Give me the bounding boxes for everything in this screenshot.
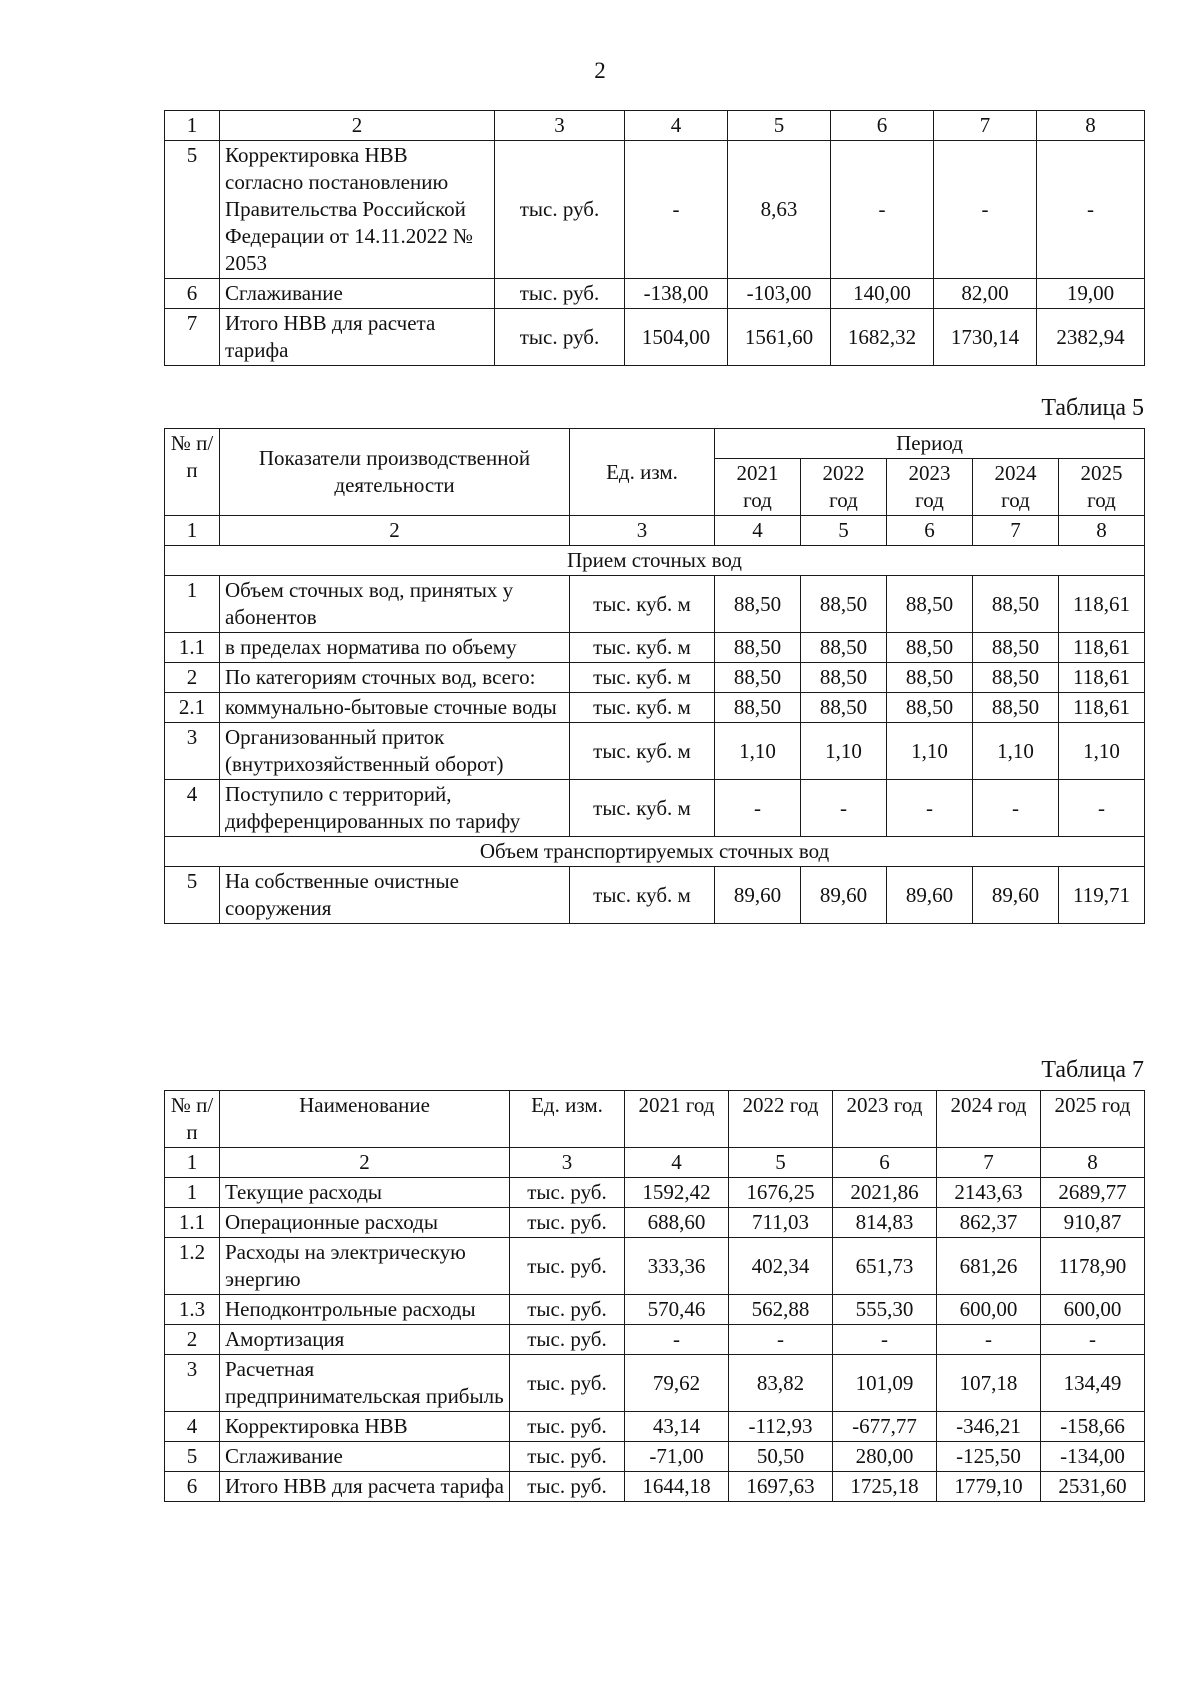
row-number: 5: [165, 141, 220, 279]
row-name: Организованный приток (внутрихозяйственный оборот): [220, 723, 570, 780]
row-number: 5: [165, 867, 220, 924]
value-col6: 1,10: [887, 723, 973, 780]
column-number: 2: [220, 111, 495, 141]
row-unit: тыс. руб.: [510, 1208, 625, 1238]
value-col4: 89,60: [715, 867, 801, 924]
row-name: Корректировка НВВ согласно постановлению Правительства Российской Федерации от 14.11.2022 № 2053: [220, 141, 495, 279]
column-number: 2: [220, 516, 570, 546]
value-col8: 118,61: [1059, 693, 1145, 723]
table5-year: 2022 год: [801, 459, 887, 516]
value-col4: -: [715, 780, 801, 837]
row-unit: тыс. куб. м: [570, 693, 715, 723]
header-unit: Ед. изм.: [510, 1091, 625, 1148]
row-name: Итого НВВ для расчета тарифа: [220, 309, 495, 366]
value-col6: -677,77: [833, 1412, 937, 1442]
value-col5: 50,50: [729, 1442, 833, 1472]
header-year: 2024 год: [937, 1091, 1041, 1148]
table7: [164, 1090, 1145, 1502]
column-number: 4: [625, 1148, 729, 1178]
value-col6: -: [833, 1325, 937, 1355]
column-number: 3: [510, 1148, 625, 1178]
value-col5: 1,10: [801, 723, 887, 780]
column-number: 5: [728, 111, 831, 141]
value-col7: 600,00: [937, 1295, 1041, 1325]
row-number: 2.1: [165, 693, 220, 723]
row-number: 1.2: [165, 1238, 220, 1295]
row-number: 1: [165, 576, 220, 633]
row-name: Расчетная предпринимательская прибыль: [220, 1355, 510, 1412]
value-col7: 1779,10: [937, 1472, 1041, 1502]
value-col7: 88,50: [973, 693, 1059, 723]
value-col7: 2143,63: [937, 1178, 1041, 1208]
table-row: [165, 279, 1145, 309]
value-col4: 79,62: [625, 1355, 729, 1412]
table-row: [165, 1355, 1145, 1412]
value-col5: 88,50: [801, 633, 887, 663]
value-col6: 88,50: [887, 576, 973, 633]
table-row: [165, 723, 1145, 780]
row-unit: тыс. куб. м: [570, 633, 715, 663]
table-row: [165, 1325, 1145, 1355]
table-row: [165, 1238, 1145, 1295]
table7-column-numbers-row: [165, 1148, 1145, 1178]
value-col6: 88,50: [887, 693, 973, 723]
row-name: в пределах норматива по объему: [220, 633, 570, 663]
table5-year: 2023 год: [887, 459, 973, 516]
table5-header-name: Показатели производственной деятельности: [220, 429, 570, 516]
row-number: 4: [165, 780, 220, 837]
value-col8: 910,87: [1041, 1208, 1145, 1238]
value-col4: -138,00: [625, 279, 728, 309]
value-col4: 1,10: [715, 723, 801, 780]
value-col4: 1644,18: [625, 1472, 729, 1502]
row-unit: тыс. руб.: [510, 1355, 625, 1412]
value-col6: 555,30: [833, 1295, 937, 1325]
value-col8: -: [1059, 780, 1145, 837]
row-name: Амортизация: [220, 1325, 510, 1355]
value-col5: 88,50: [801, 663, 887, 693]
value-col6: -: [887, 780, 973, 837]
value-col6: 88,50: [887, 663, 973, 693]
table-row: [165, 633, 1145, 663]
row-number: 1.1: [165, 1208, 220, 1238]
row-number: 6: [165, 1472, 220, 1502]
value-col7: 82,00: [934, 279, 1037, 309]
value-col5: 711,03: [729, 1208, 833, 1238]
value-col6: 1725,18: [833, 1472, 937, 1502]
row-name: Поступило с территорий, дифференцированных по тарифу: [220, 780, 570, 837]
row-number: 2: [165, 1325, 220, 1355]
value-col8: 118,61: [1059, 633, 1145, 663]
row-unit: тыс. руб.: [510, 1238, 625, 1295]
table5-section-intake: [165, 546, 1145, 576]
column-number: 4: [625, 111, 728, 141]
table5-header-unit: Ед. изм.: [570, 429, 715, 516]
table5-section-intake-label: Прием сточных вод: [165, 546, 1145, 576]
table-continuation: [164, 110, 1145, 366]
row-unit: тыс. куб. м: [570, 663, 715, 693]
value-col4: 88,50: [715, 633, 801, 663]
table-row: [165, 663, 1145, 693]
value-col6: 280,00: [833, 1442, 937, 1472]
value-col4: 88,50: [715, 693, 801, 723]
value-col8: 2531,60: [1041, 1472, 1145, 1502]
value-col5: 88,50: [801, 693, 887, 723]
column-number: 1: [165, 1148, 220, 1178]
column-number: 7: [937, 1148, 1041, 1178]
column-number: 2: [220, 1148, 510, 1178]
row-unit: тыс. руб.: [495, 309, 625, 366]
value-col8: -134,00: [1041, 1442, 1145, 1472]
row-unit: тыс. руб.: [495, 279, 625, 309]
value-col8: 119,71: [1059, 867, 1145, 924]
table-row: [165, 693, 1145, 723]
value-col4: 570,46: [625, 1295, 729, 1325]
row-name: На собственные очистные сооружения: [220, 867, 570, 924]
value-col7: -: [973, 780, 1059, 837]
column-number: 4: [715, 516, 801, 546]
value-col4: -: [625, 141, 728, 279]
header-num: № п/п: [165, 1091, 220, 1148]
row-name: Объем сточных вод, принятых у абонентов: [220, 576, 570, 633]
value-col7: -346,21: [937, 1412, 1041, 1442]
column-number: 8: [1059, 516, 1145, 546]
column-number: 8: [1037, 111, 1145, 141]
value-col7: 88,50: [973, 633, 1059, 663]
value-col7: 681,26: [937, 1238, 1041, 1295]
row-number: 1.3: [165, 1295, 220, 1325]
value-col8: 19,00: [1037, 279, 1145, 309]
header-name: Наименование: [220, 1091, 510, 1148]
value-col8: 600,00: [1041, 1295, 1145, 1325]
row-name: Итого НВВ для расчета тарифа: [220, 1472, 510, 1502]
table5-header-num: № п/п: [165, 429, 220, 516]
column-number: 8: [1041, 1148, 1145, 1178]
column-number: 3: [495, 111, 625, 141]
table-row: [165, 576, 1145, 633]
value-col8: 2689,77: [1041, 1178, 1145, 1208]
column-number: 6: [833, 1148, 937, 1178]
row-name: Сглаживание: [220, 279, 495, 309]
row-unit: тыс. руб.: [495, 141, 625, 279]
table5-year: 2021 год: [715, 459, 801, 516]
table5-caption: Таблица 5: [1041, 395, 1144, 421]
row-number: 3: [165, 723, 220, 780]
table-row: [165, 867, 1145, 924]
value-col6: 140,00: [831, 279, 934, 309]
value-col5: 1561,60: [728, 309, 831, 366]
row-name: Текущие расходы: [220, 1178, 510, 1208]
row-number: 4: [165, 1412, 220, 1442]
value-col6: 88,50: [887, 633, 973, 663]
value-col5: -: [801, 780, 887, 837]
value-col5: 562,88: [729, 1295, 833, 1325]
table5-section-transport-label: Объем транспортируемых сточных вод: [165, 837, 1145, 867]
table5-year: 2024 год: [973, 459, 1059, 516]
table7-header-row: [165, 1091, 1145, 1148]
row-number: 1: [165, 1178, 220, 1208]
value-col5: 83,82: [729, 1355, 833, 1412]
row-unit: тыс. руб.: [510, 1472, 625, 1502]
column-number: 3: [570, 516, 715, 546]
column-number: 5: [801, 516, 887, 546]
row-unit: тыс. куб. м: [570, 780, 715, 837]
table5: [164, 428, 1145, 924]
row-unit: тыс. куб. м: [570, 576, 715, 633]
value-col7: -: [937, 1325, 1041, 1355]
row-name: По категориям сточных вод, всего:: [220, 663, 570, 693]
value-col5: 1676,25: [729, 1178, 833, 1208]
row-number: 6: [165, 279, 220, 309]
value-col8: -: [1041, 1325, 1145, 1355]
value-col8: 134,49: [1041, 1355, 1145, 1412]
table-row: [165, 1472, 1145, 1502]
value-col5: 88,50: [801, 576, 887, 633]
table-row: [165, 780, 1145, 837]
column-number: 5: [729, 1148, 833, 1178]
row-unit: тыс. руб.: [510, 1442, 625, 1472]
value-col6: 651,73: [833, 1238, 937, 1295]
row-name: Корректировка НВВ: [220, 1412, 510, 1442]
row-unit: тыс. куб. м: [570, 723, 715, 780]
row-number: 3: [165, 1355, 220, 1412]
value-col4: 88,50: [715, 663, 801, 693]
page-number: 2: [594, 58, 606, 83]
value-col8: 118,61: [1059, 663, 1145, 693]
header-year: 2022 год: [729, 1091, 833, 1148]
table-row: [165, 1178, 1145, 1208]
value-col5: -112,93: [729, 1412, 833, 1442]
value-col6: 89,60: [887, 867, 973, 924]
value-col7: -125,50: [937, 1442, 1041, 1472]
header-year: 2025 год: [1041, 1091, 1145, 1148]
value-col6: 814,83: [833, 1208, 937, 1238]
value-col6: 2021,86: [833, 1178, 937, 1208]
table7-caption: Таблица 7: [1041, 1057, 1144, 1083]
value-col7: 862,37: [937, 1208, 1041, 1238]
value-col4: 1504,00: [625, 309, 728, 366]
row-unit: тыс. руб.: [510, 1412, 625, 1442]
value-col5: 8,63: [728, 141, 831, 279]
value-col7: 89,60: [973, 867, 1059, 924]
column-number: 6: [831, 111, 934, 141]
header-year: 2023 год: [833, 1091, 937, 1148]
column-number: 1: [165, 516, 220, 546]
table-row: [165, 1412, 1145, 1442]
table5-header-row: [165, 429, 1145, 459]
value-col5: -103,00: [728, 279, 831, 309]
value-col8: 1178,90: [1041, 1238, 1145, 1295]
table-row: [165, 1208, 1145, 1238]
value-col8: 2382,94: [1037, 309, 1145, 366]
row-number: 1.1: [165, 633, 220, 663]
row-number: 2: [165, 663, 220, 693]
value-col7: -: [934, 141, 1037, 279]
column-number: 6: [887, 516, 973, 546]
row-number: 7: [165, 309, 220, 366]
value-col6: 101,09: [833, 1355, 937, 1412]
row-number: 5: [165, 1442, 220, 1472]
value-col8: -158,66: [1041, 1412, 1145, 1442]
row-unit: тыс. руб.: [510, 1178, 625, 1208]
value-col4: 333,36: [625, 1238, 729, 1295]
value-col4: 43,14: [625, 1412, 729, 1442]
value-col7: 88,50: [973, 663, 1059, 693]
value-col4: -: [625, 1325, 729, 1355]
column-number: 7: [973, 516, 1059, 546]
value-col7: 107,18: [937, 1355, 1041, 1412]
value-col7: 1730,14: [934, 309, 1037, 366]
row-name: Расходы на электрическую энергию: [220, 1238, 510, 1295]
row-name: Операционные расходы: [220, 1208, 510, 1238]
table-prev-header-row: [165, 111, 1145, 141]
value-col4: -71,00: [625, 1442, 729, 1472]
row-name: Неподконтрольные расходы: [220, 1295, 510, 1325]
value-col8: 1,10: [1059, 723, 1145, 780]
table5-section-transport: [165, 837, 1145, 867]
row-name: коммунально-бытовые сточные воды: [220, 693, 570, 723]
value-col5: -: [729, 1325, 833, 1355]
table-row: [165, 309, 1145, 366]
value-col8: 118,61: [1059, 576, 1145, 633]
value-col5: 402,34: [729, 1238, 833, 1295]
value-col7: 88,50: [973, 576, 1059, 633]
table-row: [165, 1295, 1145, 1325]
table5-header-period: Период: [715, 429, 1145, 459]
value-col5: 1697,63: [729, 1472, 833, 1502]
value-col6: -: [831, 141, 934, 279]
header-year: 2021 год: [625, 1091, 729, 1148]
row-unit: тыс. куб. м: [570, 867, 715, 924]
value-col6: 1682,32: [831, 309, 934, 366]
table-row: [165, 1442, 1145, 1472]
table5-column-numbers-row: [165, 516, 1145, 546]
value-col7: 1,10: [973, 723, 1059, 780]
table5-year: 2025 год: [1059, 459, 1145, 516]
value-col4: 88,50: [715, 576, 801, 633]
table-row: [165, 141, 1145, 279]
column-number: 1: [165, 111, 220, 141]
value-col8: -: [1037, 141, 1145, 279]
row-unit: тыс. руб.: [510, 1325, 625, 1355]
row-unit: тыс. руб.: [510, 1295, 625, 1325]
value-col4: 1592,42: [625, 1178, 729, 1208]
value-col5: 89,60: [801, 867, 887, 924]
row-name: Сглаживание: [220, 1442, 510, 1472]
value-col4: 688,60: [625, 1208, 729, 1238]
column-number: 7: [934, 111, 1037, 141]
